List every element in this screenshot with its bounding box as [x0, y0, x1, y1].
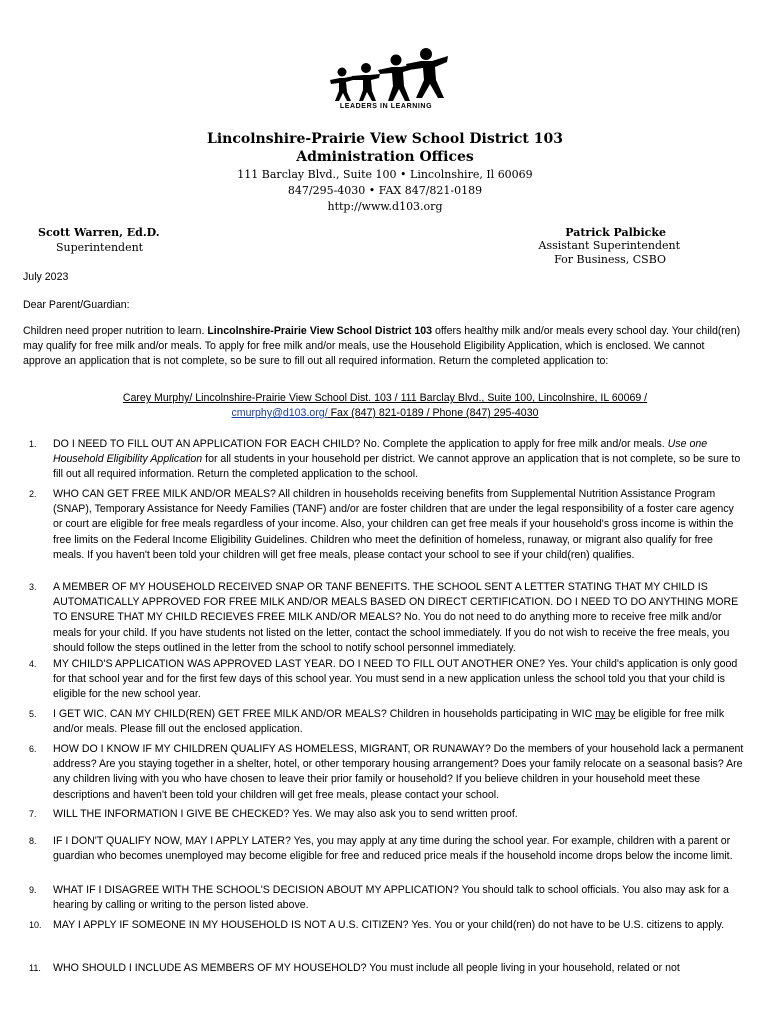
faq-text: HOW DO I KNOW IF MY CHILDREN QUALIFY AS HOMELESS, MIGRANT, OR RUNAWAY? Do the members of your household lack a permanent address? Are you staying together in a shelter, hotel, or other temporary housing arrangement? Does your family relocate on a seasonal basis? Are any children living with you who have chosen to leave their prior family or household? If you believe children in your household meet these descriptions and haven't been told your children will get free meals, please contact your school.	[53, 743, 744, 801]
faq-text-part: I GET WIC. CAN MY CHILD(REN) GET FREE MILK AND/OR MEALS? Children in households participating in WIC	[53, 708, 596, 720]
faq-item-7	[23, 807, 745, 822]
faq-item-4	[23, 657, 745, 703]
faq-number: 7.	[29, 809, 37, 819]
faq-number: 8.	[29, 836, 37, 846]
faq-text-part: DO I NEED TO FILL OUT AN APPLICATION FOR EACH CHILD? No. Complete the application to apply for free milk and/or meals.	[53, 438, 668, 450]
faq-item-6	[23, 742, 745, 803]
district-website[interactable]: http://www.d103.org	[327, 200, 443, 213]
return-address-line: Carey Murphy/ Lincolnshire-Prairie View School Dist. 103 / 111 Barclay Blvd., Suite 100, Lincolnshire, IL 60069 /	[122, 392, 648, 404]
faq-item-11	[23, 961, 745, 976]
faq-text	[53, 707, 745, 737]
faq-text-part: be eligible for free milk and/or meals. Please fill out the enclosed application.	[53, 708, 725, 736]
faq-item-1	[23, 437, 745, 483]
logo-caption: LEADERS IN LEARNING	[339, 103, 433, 110]
faq-number: 9.	[29, 885, 37, 895]
intro-district-bold: Lincolnshire-Prairie View School District 103	[207, 325, 433, 337]
faq-number: 5.	[29, 709, 37, 719]
faq-text: IF I DON'T QUALIFY NOW, MAY I APPLY LATER? Yes, you may apply at any time during the school year. For example, children with a parent or guardian who becomes unemployed may become eligible for free and reduced price meals if the household income drops below the income limit.	[53, 835, 733, 863]
faq-text: MY CHILD'S APPLICATION WAS APPROVED LAST YEAR. DO I NEED TO FILL OUT ANOTHER ONE? Yes. Your child's application is only good for that school year and for the first few days of this school year. You must send in a new application unless the school told you that your child is eligible for the new school year.	[53, 658, 738, 701]
faq-item-5	[23, 707, 745, 737]
faq-text: WHAT IF I DISAGREE WITH THE SCHOOL'S DECISION ABOUT MY APPLICATION? You should talk to school officials. You also may ask for a hearing by calling or writing to the person listed above.	[53, 884, 729, 912]
faq-underline-part: may	[595, 708, 616, 720]
letter-date: July 2023	[23, 271, 69, 283]
faq-number: 2.	[29, 489, 37, 499]
faq-number: 1.	[29, 439, 37, 449]
faq-item-8	[23, 834, 745, 864]
district-phone: 847/295-4030 • FAX 847/821-0189	[287, 184, 483, 197]
faq-item-3	[23, 580, 745, 656]
superintendent-title: Superintendent	[56, 241, 144, 254]
intro-text-end: offers healthy milk and/or meals every school day. Your child(ren) may qualify for free milk and/or meals. To apply for free milk and/or meals, use the Household Eligibility Application, which is enclosed. We cannot approve an application that is not complete, so be sure to fill out all required information. Return the completed application to:	[23, 325, 741, 368]
assistant-superintendent-name: Patrick Palbicke	[565, 226, 666, 239]
faq-text-part: for all students in your household per district. We cannot approve an application that is not complete, so be sure to fill out all required information. Return the completed application to the school.	[53, 453, 741, 481]
faq-number: 4.	[29, 659, 37, 669]
faq-item-10	[23, 918, 745, 933]
faq-item-9	[23, 883, 745, 913]
return-email-link[interactable]: cmurphy@d103.org/	[231, 407, 328, 420]
return-address	[0, 391, 770, 421]
faq-number: 6.	[29, 744, 37, 754]
superintendent-name: Scott Warren, Ed.D.	[38, 226, 160, 239]
faq-text: A MEMBER OF MY HOUSEHOLD RECEIVED SNAP OR TANF BENEFITS. THE SCHOOL SENT A LETTER STATING THAT MY CHILD IS AUTOMATICALLY APPROVED FOR FREE MILK AND/OR MEALS BASED ON DIRECT CERTIFICATION. DO I NEED TO DO ANYTHING MORE TO ENSURE THAT MY CHILD RECIEVES FREE MILK AND/OR MEALS? No. You do not need to do anything more to receive free milk and/or meals for your child. If you have students not listed on the letter, contact the school immediately. If you do not wish to receive the free meals, you should follow the steps outlined in the letter from the school to notify school personnel immediately.	[53, 581, 739, 654]
office-name: Administration Offices	[296, 149, 474, 165]
district-address: 111 Barclay Blvd., Suite 100 • Lincolnshire, Il 60069	[237, 168, 533, 181]
faq-text: WILL THE INFORMATION I GIVE BE CHECKED? Yes. We may also ask you to send written proof.	[53, 808, 518, 820]
intro-paragraph	[23, 324, 745, 370]
faq-item-2	[23, 487, 745, 563]
assistant-superintendent-subtitle: For Business, CSBO	[554, 253, 666, 266]
faq-number: 10.	[29, 920, 42, 930]
return-contact-numbers: Fax (847) 821-0189 / Phone (847) 295-4030	[327, 407, 539, 420]
faq-text: MAY I APPLY IF SOMEONE IN MY HOUSEHOLD IS NOT A U.S. CITIZEN? Yes. You or your child(ren) do not have to be U.S. citizens to apply.	[53, 919, 725, 931]
faq-text	[53, 437, 745, 483]
district-name: Lincolnshire-Prairie View School District 103	[207, 131, 563, 147]
faq-text: WHO CAN GET FREE MILK AND/OR MEALS? All children in households receiving benefits from Supplemental Nutrition Assistance Program (SNAP), Temporary Assistance for Needy Families (TANF) and/or are foster children that are under the legal responsibility of a foster care agency or court are eligible for free meals regardless of your income. Also, your children can get free meals if your household's gross income is within the free limits on the Federal Income Eligibility Guidelines. Children who meet the definition of homeless, runaway, or migrant also qualify for free meals. If you haven't been told your children will get free meals, please contact your school to see if your child(ren) qualifies.	[53, 488, 734, 561]
leaders-in-learning-figures-icon	[322, 46, 450, 102]
salutation: Dear Parent/Guardian:	[23, 299, 130, 311]
district-logo	[322, 46, 450, 116]
faq-number: 11.	[29, 963, 41, 973]
faq-number: 3.	[29, 582, 37, 592]
faq-text: WHO SHOULD I INCLUDE AS MEMBERS OF MY HOUSEHOLD? You must include all people living in your household, related or not	[53, 962, 680, 974]
intro-text-start: Children need proper nutrition to learn.	[23, 325, 208, 337]
faq-italic-part: Use one Household Eligibility Application	[53, 438, 708, 466]
assistant-superintendent-title: Assistant Superintendent	[538, 239, 680, 252]
